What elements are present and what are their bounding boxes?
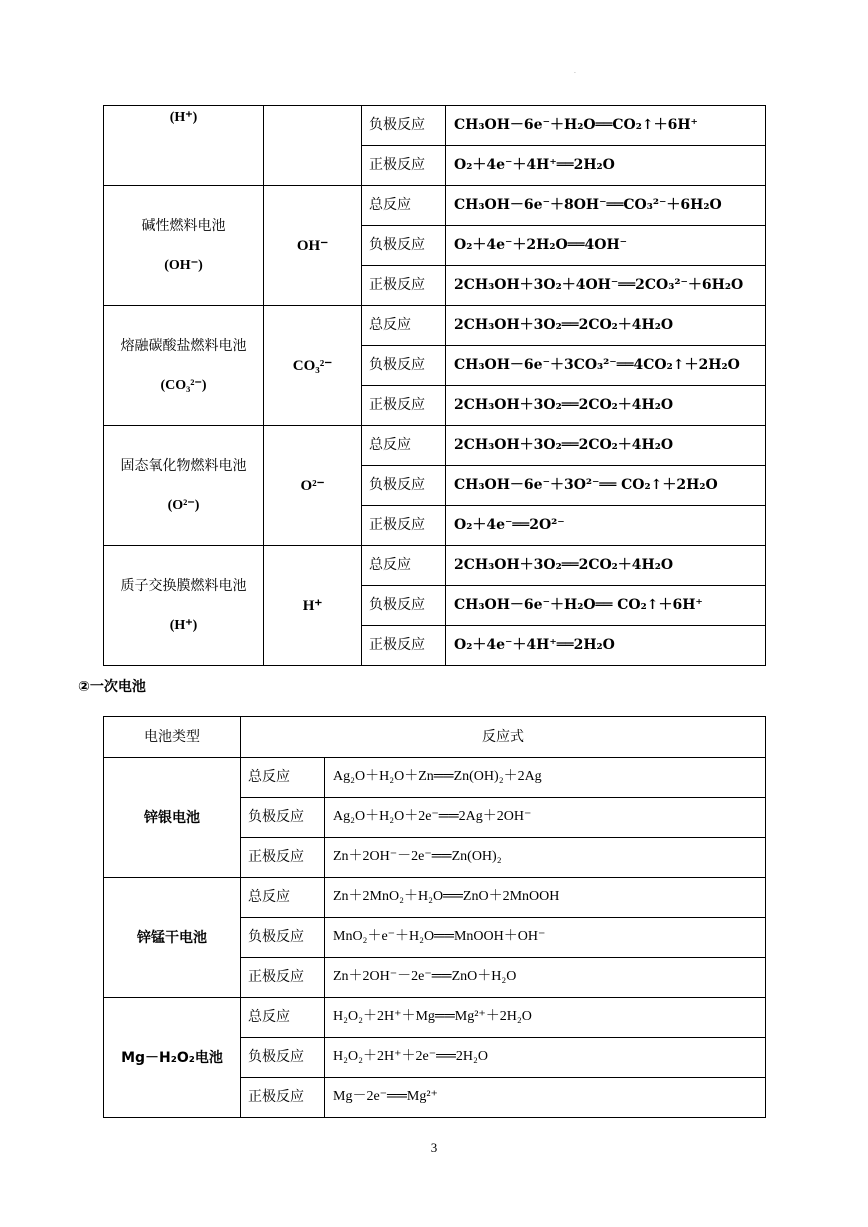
row-label: 正极反应: [241, 958, 325, 998]
row-label: 负极反应: [362, 586, 446, 626]
row-label: 负极反应: [241, 918, 325, 958]
row-equation: 2CH₃OH＋3O₂══2CO₂＋4H₂O: [446, 546, 766, 586]
row-equation: 2CH₃OH＋3O₂══2CO₂＋4H₂O: [446, 306, 766, 346]
row-equation: 2CH₃OH＋3O₂＋4OH⁻══2CO₃²⁻＋6H₂O: [446, 266, 766, 306]
row-label: 正极反应: [362, 506, 446, 546]
row-label: 总反应: [362, 546, 446, 586]
row-label: 正极反应: [362, 626, 446, 666]
row-equation: O₂＋4e⁻＋4H⁺══2H₂O: [446, 146, 766, 186]
row-equation: 2CH₃OH＋3O₂══2CO₂＋4H₂O: [446, 386, 766, 426]
row-label: 负极反应: [241, 1038, 325, 1078]
row-equation: CH₃OH－6e⁻＋8OH⁻══CO₃²⁻＋6H₂O: [446, 186, 766, 226]
row-equation: H₂O₂＋2H⁺＋2e⁻══2H₂O: [325, 1038, 766, 1078]
row-label: 正极反应: [362, 146, 446, 186]
ion-cell: H⁺: [264, 546, 362, 666]
row-equation: Ag₂O＋H₂O＋Zn══Zn(OH)₂＋2Ag: [325, 758, 766, 798]
ion-label: (H⁺): [169, 617, 198, 633]
cell-name: 质子交换膜燃料电池: [120, 577, 247, 594]
header-type: 电池类型: [104, 717, 241, 758]
row-equation: H₂O₂＋2H⁺＋Mg══Mg²⁺＋2H₂O: [325, 998, 766, 1038]
cell-name: 熔融碳酸盐燃料电池: [120, 337, 247, 354]
ion-label: (O²⁻): [167, 497, 200, 513]
row-label: 总反应: [362, 426, 446, 466]
row-label: 总反应: [362, 186, 446, 226]
row-equation: Zn＋2OH⁻－2e⁻══Zn(OH)₂: [325, 838, 766, 878]
ion-cell: CO₃²⁻: [264, 306, 362, 426]
ion-cell: [264, 106, 362, 186]
row-equation: CH₃OH－6e⁻＋H₂O══CO₂↑＋6H⁺: [446, 106, 766, 146]
section-title: ②一次电池: [78, 679, 146, 695]
row-equation: O₂＋4e⁻＋4H⁺══2H₂O: [446, 626, 766, 666]
page-number: 3: [430, 1140, 438, 1155]
row-equation: CH₃OH－6e⁻＋H₂O══ CO₂↑＋6H⁺: [446, 586, 766, 626]
cell-name-g1: [104, 186, 264, 306]
row-equation: Zn＋2MnO₂＋H₂O══ZnO＋2MnOOH: [325, 878, 766, 918]
row-equation: CH₃OH－6e⁻＋3CO₃²⁻══4CO₂↑＋2H₂O: [446, 346, 766, 386]
ion-label: (CO₃²⁻): [160, 377, 207, 393]
row-label: 正极反应: [241, 1078, 325, 1118]
row-equation: MnO₂＋e⁻＋H₂O══MnOOH＋OH⁻: [325, 918, 766, 958]
cell-name-g2: [104, 306, 264, 426]
cell-name-g3: [104, 426, 264, 546]
row-equation: Mg－2e⁻══Mg²⁺: [325, 1078, 766, 1118]
row-label: 负极反应: [362, 346, 446, 386]
row-equation: O₂＋4e⁻══2O²⁻: [446, 506, 766, 546]
cell-name-g4: [104, 546, 264, 666]
primary-battery-table: [103, 716, 766, 1118]
row-equation: Zn＋2OH⁻－2e⁻══ZnO＋H₂O: [325, 958, 766, 998]
row-equation: O₂＋4e⁻＋2H₂O══4OH⁻: [446, 226, 766, 266]
row-label: 总反应: [241, 878, 325, 918]
ion-cell: O²⁻: [264, 426, 362, 546]
row-label: 正极反应: [362, 386, 446, 426]
row-label: 负极反应: [362, 106, 446, 146]
ion-label: (H⁺): [169, 110, 198, 125]
row-label: 正极反应: [241, 838, 325, 878]
ion-label: (OH⁻): [164, 257, 203, 273]
row-label: 负极反应: [362, 466, 446, 506]
cell-name: 碱性燃料电池: [141, 217, 226, 234]
battery-name: Mg－H₂O₂电池: [104, 998, 241, 1118]
row-label: 负极反应: [362, 226, 446, 266]
row-label: 总反应: [241, 758, 325, 798]
header-equation: 反应式: [241, 717, 766, 758]
cell-name: 固态氧化物燃料电池: [120, 457, 247, 474]
fuel-cell-table: [103, 105, 766, 666]
row-equation: CH₃OH－6e⁻＋3O²⁻══ CO₂↑＋2H₂O: [446, 466, 766, 506]
row-label: 总反应: [362, 306, 446, 346]
ion-cell: OH⁻: [264, 186, 362, 306]
row-label: 负极反应: [241, 798, 325, 838]
row-equation: 2CH₃OH＋3O₂══2CO₂＋4H₂O: [446, 426, 766, 466]
row-equation: Ag₂O＋H₂O＋2e⁻══2Ag＋2OH⁻: [325, 798, 766, 838]
page-mark: ·: [574, 70, 576, 77]
row-label: 正极反应: [362, 266, 446, 306]
battery-name: 锌锰干电池: [104, 878, 241, 998]
cell-name-g0: [104, 106, 264, 186]
row-label: 总反应: [241, 998, 325, 1038]
battery-name: 锌银电池: [104, 758, 241, 878]
